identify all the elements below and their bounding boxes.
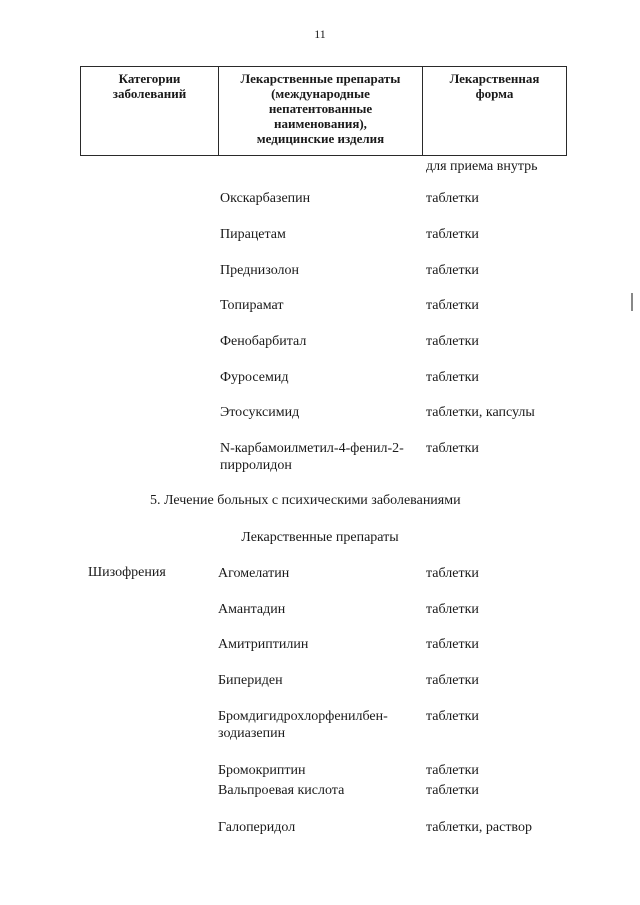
header-drugs [219, 67, 423, 155]
drug-form: таблетки [426, 763, 479, 778]
drug-form: таблетки [426, 263, 479, 278]
drug-form: таблетки [426, 637, 479, 652]
header-drugs-line: наименования), [274, 116, 367, 131]
drug-name: Пирацетам [220, 227, 286, 242]
drug-form: таблетки [426, 673, 479, 688]
continued-form: для приема внутрь [426, 159, 538, 174]
drug-form: таблетки [426, 783, 479, 798]
header-form [423, 67, 566, 155]
drug-name: Бромдигидрохлорфенилбен-зодиазепин [218, 709, 388, 741]
table-header [80, 66, 567, 156]
drug-name: Бромокриптин [218, 763, 306, 778]
header-category [81, 67, 219, 155]
drug-name: Окскарбазепин [220, 191, 311, 206]
header-drugs-line: медицинские изделия [256, 131, 385, 146]
header-form-line: форма [475, 86, 514, 101]
drug-form: таблетки [426, 602, 479, 617]
drug-form: таблетки [426, 441, 479, 456]
scan-edge-mark [631, 293, 633, 311]
header-category-line: Категории [118, 71, 181, 86]
drug-name: Фуросемид [220, 370, 289, 385]
drug-form: таблетки [426, 709, 479, 724]
drug-form: таблетки [426, 566, 479, 581]
drug-name: N-карбамоилметил-4-фенил-2-пирролидон [220, 441, 404, 473]
drug-name: Топирамат [220, 298, 284, 313]
header-form-line: Лекарственная [449, 71, 540, 86]
drug-form: таблетки [426, 191, 479, 206]
drug-name: Этосуксимид [220, 405, 300, 420]
drug-form: таблетки [426, 370, 479, 385]
section-title: 5. Лечение больных с психическими заболеваниями [150, 493, 461, 508]
drug-form: таблетки, раствор [426, 820, 532, 835]
drug-name: Агомелатин [218, 566, 290, 581]
drug-name: Галоперидол [218, 820, 296, 835]
drug-form: таблетки [426, 227, 479, 242]
page-number: 11 [314, 27, 326, 41]
header-drugs-line: Лекарственные препараты [240, 71, 401, 86]
drug-form: таблетки, капсулы [426, 405, 535, 420]
drug-name: Амантадин [218, 602, 286, 617]
drug-name: Преднизолон [220, 263, 299, 278]
category-label: Шизофрения [88, 565, 166, 580]
drug-name: Фенобарбитал [220, 334, 307, 349]
drug-form: таблетки [426, 298, 479, 313]
drug-name: Амитриптилин [218, 637, 309, 652]
header-drugs-line: (международные [271, 86, 370, 101]
drug-form: таблетки [426, 334, 479, 349]
drug-name: Вальпроевая кислота [218, 783, 345, 798]
header-drugs-line: непатентованные [268, 101, 373, 116]
header-category-line: заболеваний [112, 86, 187, 101]
drug-name: Бипериден [218, 673, 283, 688]
subsection-title: Лекарственные препараты [241, 530, 399, 545]
